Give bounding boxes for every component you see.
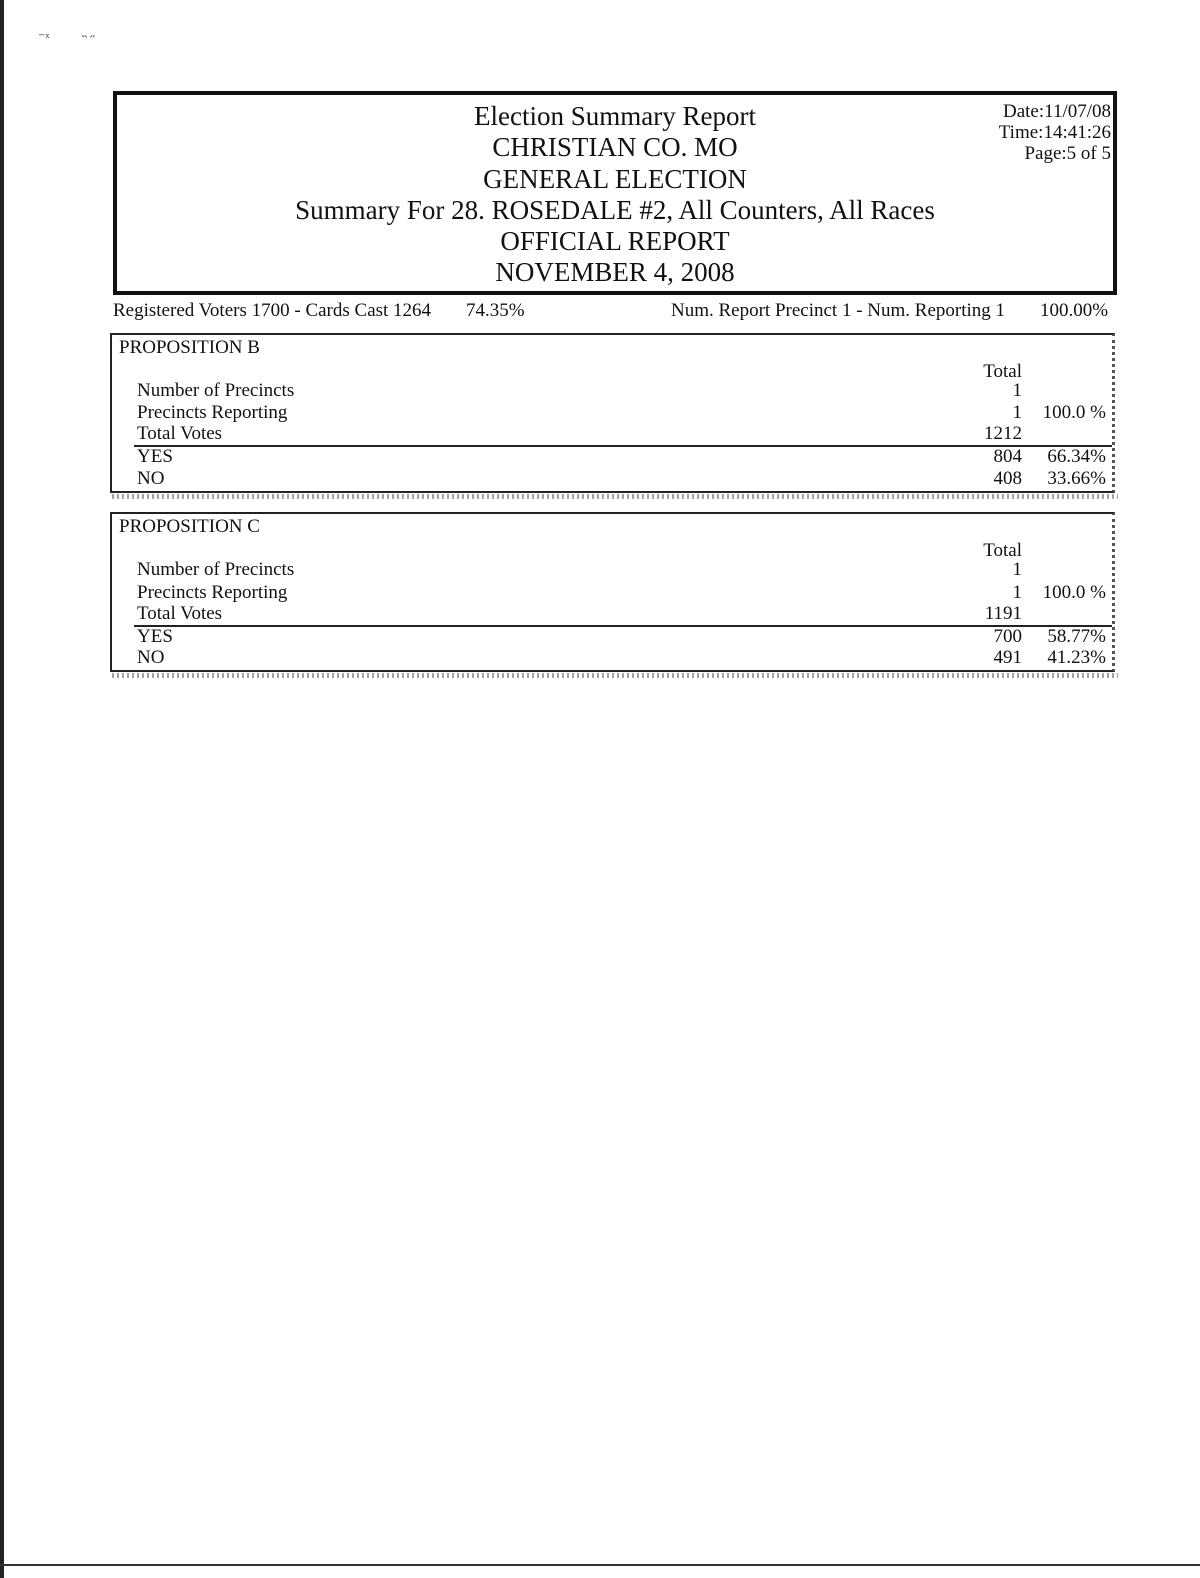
choice-percent: 66.34% (1047, 446, 1106, 467)
report-meta (999, 101, 1111, 164)
election-date: NOVEMBER 4, 2008 (495, 257, 735, 288)
proposition-title: PROPOSITION C (119, 516, 260, 537)
scan-mark: ⁻ˣ (38, 31, 50, 46)
choice-votes: 804 (993, 446, 1022, 467)
report-title-block (117, 101, 1113, 289)
report-header (113, 91, 1117, 295)
row-label: Number of Precincts (137, 380, 295, 401)
table-row (112, 380, 1112, 402)
row-label: Number of Precincts (137, 559, 295, 580)
summary-scope: Summary For 28. ROSEDALE #2, All Counters, All Races (295, 194, 935, 225)
choice-label: YES (137, 446, 173, 467)
reporting-percent: 100.00% (1040, 300, 1109, 321)
choice-percent: 58.77% (1047, 626, 1106, 647)
table-row (112, 559, 1112, 581)
row-total: 1 (1012, 582, 1022, 603)
table-row (112, 402, 1112, 424)
report-status: OFFICIAL REPORT (500, 226, 730, 257)
choice-label: NO (137, 647, 165, 668)
report-date: Date:11/07/08 (1003, 101, 1111, 122)
election-name: GENERAL ELECTION (483, 163, 747, 194)
row-label: Total Votes (137, 603, 223, 624)
report-page: Page:5 of 5 (1024, 143, 1111, 164)
table-row (112, 582, 1112, 604)
row-label: Precincts Reporting (137, 582, 288, 603)
scan-dither (112, 673, 1118, 678)
row-total: 1 (1012, 559, 1022, 580)
row-percent: 100.0 % (1042, 582, 1106, 603)
total-column-header: Total (983, 361, 1022, 382)
choice-row-yes (112, 626, 1112, 648)
registered-voters-text: Registered Voters 1700 - Cards Cast 1264 (113, 300, 432, 321)
table-row (112, 423, 1112, 445)
proposition-b-table (110, 333, 1115, 493)
choice-row-yes (112, 446, 1112, 468)
choice-row-no (112, 468, 1112, 490)
choice-votes: 408 (993, 468, 1022, 489)
report-time: Time:14:41:26 (998, 122, 1111, 143)
proposition-c-table (110, 512, 1115, 672)
table-row (112, 603, 1112, 625)
choice-label: YES (137, 626, 173, 647)
cards-cast-percent: 74.35% (466, 300, 525, 321)
row-label: Total Votes (137, 423, 223, 444)
choice-row-no (112, 647, 1112, 669)
row-percent: 100.0 % (1042, 402, 1106, 423)
scan-dither (112, 494, 1118, 499)
choice-percent: 33.66% (1047, 468, 1106, 489)
reporting-text: Num. Report Precinct 1 - Num. Reporting 1 (671, 300, 1006, 321)
row-total: 1 (1012, 402, 1022, 423)
row-total: 1 (1012, 380, 1022, 401)
choice-votes: 700 (993, 626, 1022, 647)
choice-votes: 491 (993, 647, 1022, 668)
row-total: 1191 (984, 603, 1022, 624)
row-total: 1212 (984, 423, 1022, 444)
scan-edge (0, 0, 4, 1578)
scan-mark: ˵ ˶ (82, 28, 95, 43)
row-label: Precincts Reporting (137, 402, 288, 423)
proposition-title: PROPOSITION B (119, 337, 260, 358)
total-column-header: Total (983, 540, 1022, 561)
choice-percent: 41.23% (1047, 647, 1106, 668)
county-name: CHRISTIAN CO. MO (492, 132, 738, 163)
scan-edge-bottom (0, 1564, 1200, 1566)
report-title: Election Summary Report (474, 101, 756, 131)
choice-label: NO (137, 468, 165, 489)
